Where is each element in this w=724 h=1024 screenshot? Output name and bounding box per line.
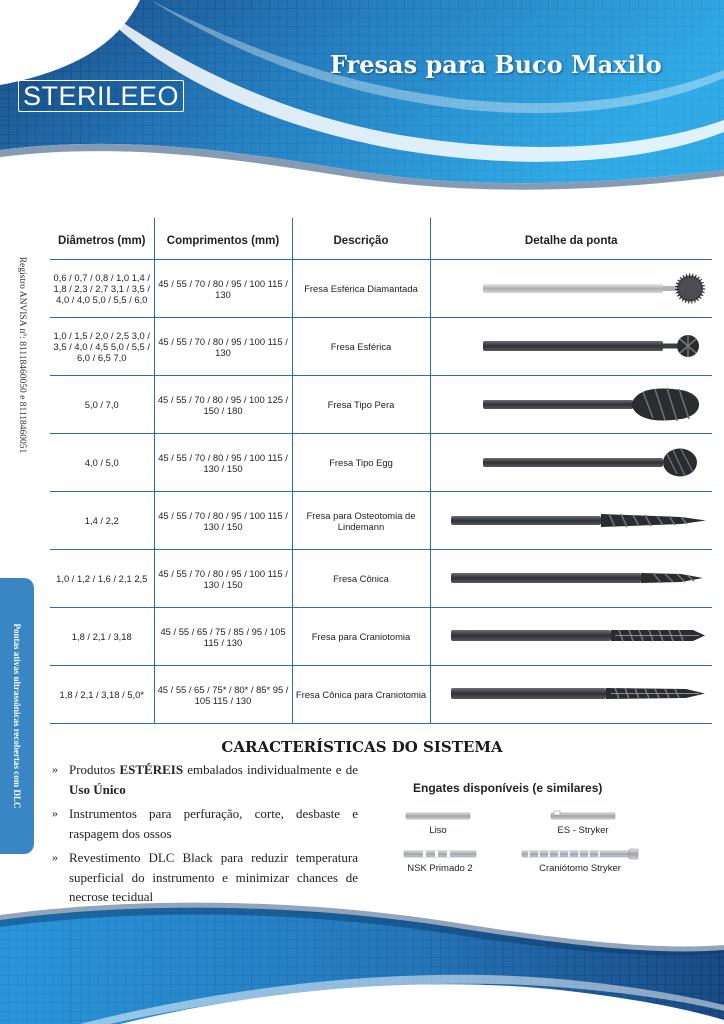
diameters-cell: 1,8 / 2,1 / 3,18 / 5,0* bbox=[50, 666, 154, 724]
pear-bur-icon bbox=[431, 376, 710, 433]
diameters-cell: 1,0 / 1,5 / 2,0 / 2,5 3,0 / 3,5 / 4,0 / 4,5 5,0 / 5,5 / 6,0 / 6,5 7,0 bbox=[50, 318, 154, 376]
table-row bbox=[50, 608, 712, 666]
diameters-cell: 1,0 / 1,2 / 1,6 / 2,1 2,5 bbox=[50, 550, 154, 608]
table-row bbox=[50, 434, 712, 492]
egg-bur-icon bbox=[431, 434, 710, 491]
list-item: » Instrumentos para perfuração, corte, desbaste e raspagem dos ossos bbox=[52, 806, 358, 841]
nsk-primado-shank-icon bbox=[403, 848, 477, 860]
engate-label: NSK Primado 2 bbox=[407, 863, 473, 874]
diameters-cell: 1,4 / 2,2 bbox=[50, 492, 154, 550]
conical-craniotomy-bur-icon bbox=[431, 666, 710, 723]
description-cell: Fresa Esférica bbox=[292, 318, 430, 376]
table-row bbox=[50, 492, 712, 550]
brand-logo: STERILEEO bbox=[18, 80, 184, 112]
engate-label: Craniótomo Stryker bbox=[539, 863, 621, 874]
anvisa-registration: Registro ANVISA nº: 81118460050 e 81118460051 bbox=[17, 256, 27, 454]
bullet-icon: » bbox=[52, 762, 58, 776]
diameters-cell: 4,0 / 5,0 bbox=[50, 434, 154, 492]
es-stryker-shank-icon bbox=[550, 810, 616, 822]
lengths-cell: 45 / 55 / 70 / 80 / 95 / 100 115 / 130 bbox=[154, 318, 292, 376]
list-item: » Produtos ESTÉREIS embalados individualmente e de Uso Único bbox=[52, 762, 358, 797]
col-header-diameters: Diâmetros (mm) bbox=[50, 218, 154, 260]
description-cell: Fresa Cônica bbox=[292, 550, 430, 608]
lindemann-bur-icon bbox=[431, 492, 710, 549]
description-cell: Fresa para Osteotomia de Lindemann bbox=[292, 492, 430, 550]
craniotome-shank-icon bbox=[521, 848, 639, 860]
engate-label: Liso bbox=[429, 825, 447, 836]
engate-label: ES - Stryker bbox=[557, 825, 609, 836]
description-cell: Fresa Tipo Pera bbox=[292, 376, 430, 434]
table-row bbox=[50, 666, 712, 724]
table-row bbox=[50, 318, 712, 376]
round-bur-icon bbox=[431, 318, 710, 375]
description-cell: Fresa Cônica para Craniotomia bbox=[292, 666, 430, 724]
diameters-cell: 5,0 / 7,0 bbox=[50, 376, 154, 434]
lengths-cell: 45 / 55 / 70 / 80 / 95 / 100 115 / 130 / 150 bbox=[154, 434, 292, 492]
list-item: » Revestimento DLC Black para reduzir temperatura superficial do instrumento e minimizar chances de necrose tecidual bbox=[52, 850, 358, 904]
footer-wave-banner bbox=[0, 895, 724, 1024]
diameters-cell: 1,8 / 2,1 / 3,18 bbox=[50, 608, 154, 666]
lengths-cell: 45 / 55 / 70 / 80 / 95 / 100 115 / 130 bbox=[154, 260, 292, 318]
description-cell: Fresa Tipo Egg bbox=[292, 434, 430, 492]
col-header-description: Descrição bbox=[292, 218, 430, 260]
features-list bbox=[52, 760, 358, 912]
lengths-cell: 45 / 55 / 65 / 75* / 80* / 85* 95 / 105 115 / 130 bbox=[154, 666, 292, 724]
conical-bur-icon bbox=[431, 550, 710, 607]
diameters-cell: 0,6 / 0,7 / 0,8 / 1,0 1,4 / 1,8 / 2,3 / 2,7 3,1 / 3,5 / 4,0 / 4,0 5,0 / 5,5 / 6,0 bbox=[50, 260, 154, 318]
description-cell: Fresa para Craniotomia bbox=[292, 608, 430, 666]
description-cell: Fresa Esférica Diamantada bbox=[292, 260, 430, 318]
col-header-lengths: Comprimentos (mm) bbox=[154, 218, 292, 260]
lengths-cell: 45 / 55 / 65 / 75 / 85 / 95 / 105 115 / 130 bbox=[154, 608, 292, 666]
lengths-cell: 45 / 55 / 70 / 80 / 95 / 100 125 / 150 / 180 bbox=[154, 376, 292, 434]
table-row bbox=[50, 550, 712, 608]
engate-nsk-primado bbox=[400, 848, 480, 874]
diamond-ball-bur-icon bbox=[431, 260, 710, 317]
smooth-shank-icon bbox=[405, 810, 471, 822]
col-header-tip-detail: Detalhe da ponta bbox=[430, 218, 712, 260]
table-row bbox=[50, 260, 712, 318]
page-title: Fresas para Buco Maxilo bbox=[330, 50, 662, 79]
engate-craniotomo-stryker bbox=[520, 848, 640, 874]
table-row bbox=[50, 376, 712, 434]
engates-title: Engates disponíveis (e similares) bbox=[413, 781, 603, 795]
table-header-row bbox=[50, 218, 712, 260]
craniotomy-bur-icon bbox=[431, 608, 710, 665]
bullet-icon: » bbox=[52, 850, 58, 864]
bur-spec-table bbox=[50, 218, 712, 724]
features-title: CARACTERÍSTICAS DO SISTEMA bbox=[221, 738, 503, 756]
engate-es-stryker bbox=[540, 810, 626, 836]
side-tab-label: Pontas ativas ultrassônicas recobertas com DLC bbox=[12, 623, 22, 809]
lengths-cell: 45 / 55 / 70 / 80 / 95 / 100 115 / 130 / 150 bbox=[154, 492, 292, 550]
lengths-cell: 45 / 55 / 70 / 80 / 95 / 100 115 / 130 / 150 bbox=[154, 550, 292, 608]
bullet-icon: » bbox=[52, 806, 58, 820]
engate-liso bbox=[405, 810, 471, 836]
